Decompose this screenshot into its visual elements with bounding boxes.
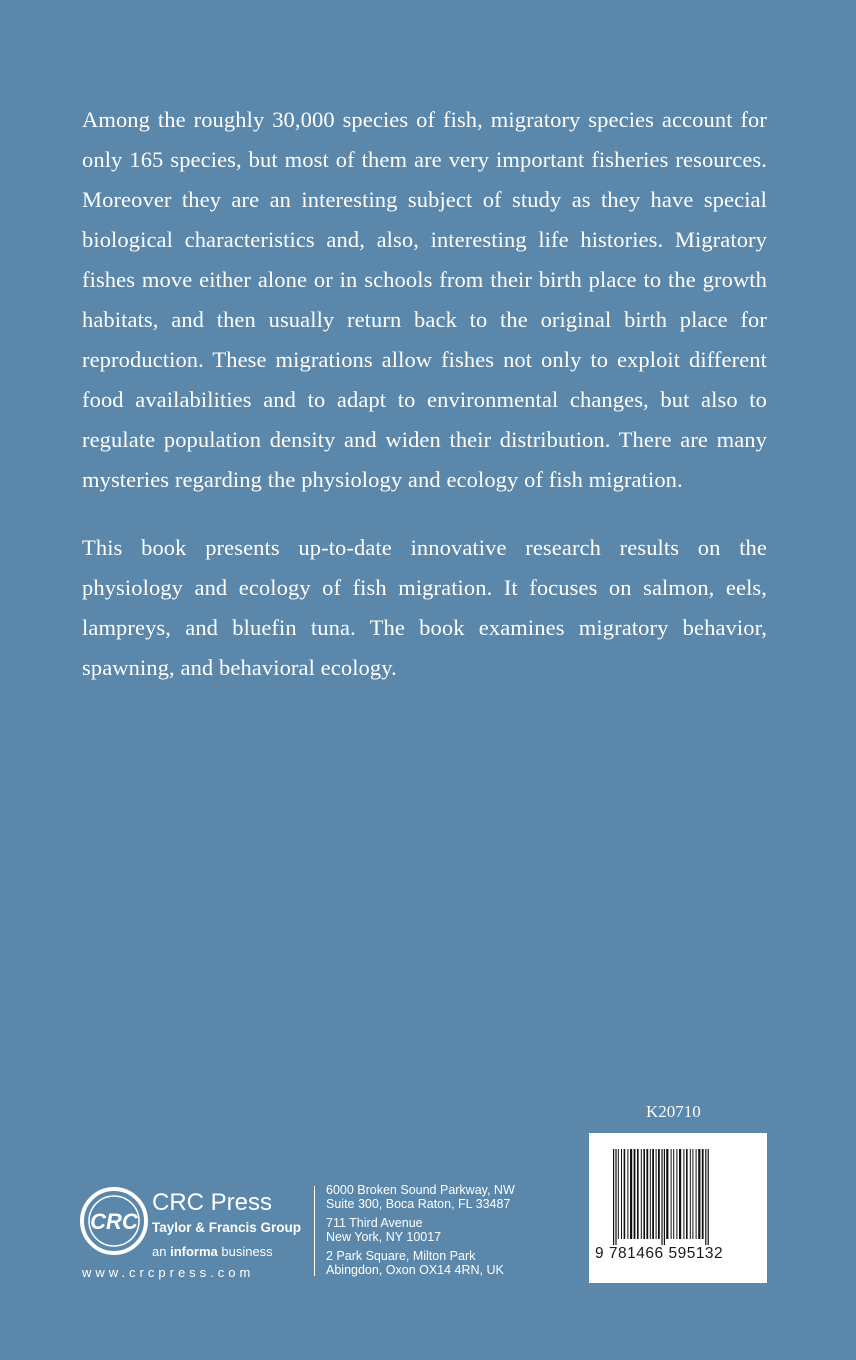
barcode-bar	[666, 1149, 668, 1239]
barcode-bar	[673, 1149, 674, 1239]
barcode-bar	[627, 1149, 628, 1239]
barcode-bar	[702, 1149, 704, 1239]
publisher-brand	[152, 1189, 301, 1261]
isbn-digits: 9 781466 595132	[595, 1245, 724, 1262]
barcode-bar	[696, 1149, 697, 1239]
barcode-bar	[690, 1149, 691, 1239]
barcode-bar	[652, 1149, 654, 1239]
catalog-code: K20710	[646, 1102, 701, 1121]
barcode-bar	[624, 1149, 626, 1239]
barcode-bar	[692, 1149, 693, 1239]
barcode-bar	[637, 1149, 639, 1239]
publisher-name: CRC Press	[152, 1189, 273, 1216]
barcode-bar	[621, 1149, 622, 1239]
barcode-bar	[615, 1149, 616, 1245]
publisher-group: Taylor & Francis Group	[152, 1220, 302, 1235]
blurb-paragraph-2: This book presents up-to-date innovative research results on the physiology and ecology of fish migration. It focuses on salmon, eels, lampreys, and bluefin tuna. The book examines migratory behavior, spawning, and behavioral ecology.	[82, 535, 767, 680]
barcode-bar	[671, 1149, 672, 1239]
publisher-website: www.crcpress.com	[82, 1265, 255, 1280]
barcode-bar	[656, 1149, 657, 1239]
crc-logo-icon	[76, 1183, 152, 1259]
address-boca-raton: 6000 Broken Sound Parkway, NW Suite 300, Boca Raton, FL 33487	[326, 1183, 515, 1211]
barcode-bar	[705, 1149, 706, 1245]
barcode-bar	[643, 1149, 645, 1239]
barcode-bar	[658, 1149, 660, 1239]
publisher-addresses	[326, 1183, 515, 1282]
barcode-bar	[664, 1149, 665, 1245]
barcode-bar	[646, 1149, 648, 1239]
crc-logo-letters: CRC	[90, 1209, 138, 1234]
address-new-york: 711 Third Avenue New York, NY 10017	[326, 1216, 442, 1244]
barcode-bar	[630, 1149, 632, 1239]
informa-tagline: an informa business	[152, 1244, 273, 1259]
barcode-bar	[618, 1149, 619, 1239]
barcode-bars	[613, 1149, 743, 1245]
barcode-bar	[708, 1149, 709, 1245]
barcode-bar	[650, 1149, 651, 1239]
isbn-barcode	[589, 1133, 767, 1283]
barcode-bar	[641, 1149, 642, 1239]
barcode-bar	[686, 1149, 688, 1239]
barcode-bar	[676, 1149, 677, 1239]
barcode-bar	[679, 1149, 681, 1239]
address-abingdon: 2 Park Square, Milton Park Abingdon, Oxon OX14 4RN, UK	[326, 1249, 504, 1277]
barcode-bar	[613, 1149, 614, 1245]
barcode-bar	[698, 1149, 700, 1239]
barcode-bar	[634, 1149, 636, 1239]
back-cover-blurb	[82, 100, 767, 716]
blurb-paragraph-1: Among the roughly 30,000 species of fish, migratory species account for only 165 species, but most of them are very important fisheries resources. Moreover they are an interesting subject of study as they have special biological characteristics and, also, interesting life histories. Migratory fishes move either alone or in schools from their birth place to the growth habitats, and then usually return back to the original birth place for reproduction. These migrations allow fishes not only to exploit different food availabilities and to adapt to environmental changes, but also to regulate population density and widen their distribution. There are many mysteries regarding the physiology and ecology of fish migration.	[82, 107, 767, 492]
barcode-bar	[661, 1149, 662, 1245]
address-divider	[314, 1186, 315, 1276]
barcode-bar	[683, 1149, 684, 1239]
